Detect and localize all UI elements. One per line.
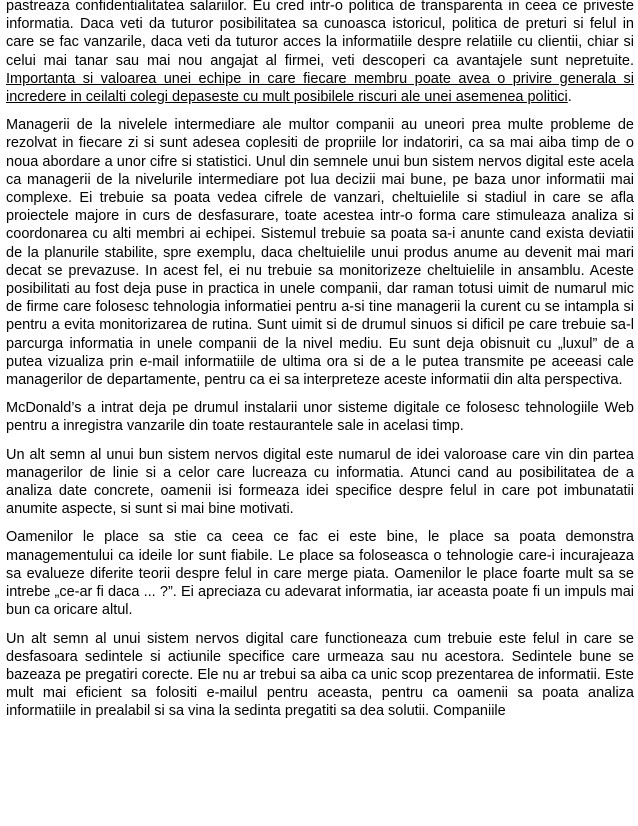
underlined-statement: Importanta si valoarea unei echipe in care fiecare membru poate avea o privire generala si incredere in ceilalti colegi depaseste cu mult posibilele riscuri ale unei asemenea politici <box>6 70 634 106</box>
document-page <box>6 0 634 731</box>
paragraph-line-managers: Un alt semn al unui bun sistem nervos digital este numarul de idei valoroase care vin din partea managerilor de linie si a celor care lucreaza cu informatia. Atunci cand au posibilitatea de a analiza date concrete, oamenii isi formeaza idei specifice despre felul in care pot imbunatatii anumite aspecte, si sunt si mai bine motivati. <box>6 446 634 518</box>
paragraph-people-like: Oamenilor le place sa stie ca ceea ce fac ei este bine, le place sa poata demonstra managementului ca ideile lor sunt fiabile. Le place sa foloseasca o tehnologie care-i incurajeaza sa evalueze diferite teorii despre felul in care merge piata. Oamenilor le place foarte mult sa se intrebe „ce-ar fi daca ... ?”. Ei apreciaza cu adevarat informatia, iar aceasta poate fi un impuls mai bun ca oricare altul. <box>6 529 634 619</box>
paragraph-confidentiality <box>6 0 634 106</box>
paragraph-middle-managers: Managerii de la nivelele intermediare ale multor companii au uneori prea multe probleme de rezolvat in fiecare zi si sunt adesea coplesiti de propriile lor indatoriri, ca sa mai aiba timp de o noua abordare a unor cifre si statistici. Unul din semnele unui bun sistem nervos digital este acela ca managerii de la nivelurile intermediare pot lua decizii mai bune, pe baza unor informatii mai complexe. Ei trebuie sa poata vedea cifrele de vanzari, cheltuielile si stadiul in care se afla proiectele majore in curs de desfasurare, toate acestea intr-o forma care stimuleaza analiza si coordonarea cu alti membri ai echipei. Sistemul trebuie sa poata sa-i anunte cand exista deviatii de la planurile stabilite, spre exemplu, daca cheltuielile unui produs anume au devenit mai mari decat se prevazuse. In acest fel, ei nu trebuie sa monitorizeze cheltuielile in ansamblu. Aceste posibilitati au fost deja puse in practica in unele companii, dar raman totusi uimit de numarul mic de firme care folosesc tehnologia informatiei pentru a-si tine managerii la curent cu se intampla si pentru a evita monitorizarea de rutina. Sunt uimit si de drumul sinuos si dificil pe care trebuie sa-l parcurga informatia in unele companii de la nivel mediu. Eu sunt deja obisnuit cu „luxul” de a putea vizualiza prin e-mail informatiile de ultima ora si de a le putea transmite pe aceeasi cale managerilor de departamente, pentru ca ei sa interpreteze aceste informatii din alta perspectiva. <box>6 117 634 389</box>
paragraph-text: pastreaza confidentialitatea salariilor. Eu cred intr-o politica de transparenta in ceea ce priveste informatia. Daca veti da tuturor posibilitatea sa cunoasca istoricul, politica de preturi si felul in care se fac vanzarile, daca veti da tuturor acces la informatiile despre relatiile cu clientii, chiar si celui mai tanar sau mai nou angajat al firmei, veti descoperi ca avantajele sunt nepretuite. <box>6 0 634 69</box>
paragraph-mcdonalds: McDonald’s a intrat deja pe drumul instalarii unor sisteme digitale ce folosesc tehnologiile Web pentru a inregistra vanzarile din toate restaurantele sale in acelasi timp. <box>6 400 634 435</box>
paragraph-meetings: Un alt semn al unui sistem nervos digital care functioneaza cum trebuie este felul in care se desfasoara sedintele si actiunile specifice care urmeaza sau nu acestora. Sedintele bune se bazeaza pe pregatiri corecte. Ele nu ar trebui sa aiba ca unic scop prezentarea de informatii. Este mult mai eficient sa folositi e-mailul pentru aceasta, pentru ca oamenii sa poata analiza informatiile in prealabil si sa vina la sedinta pregatiti sa dea solutii. Companiile <box>6 630 634 720</box>
paragraph-end: . <box>567 89 572 106</box>
